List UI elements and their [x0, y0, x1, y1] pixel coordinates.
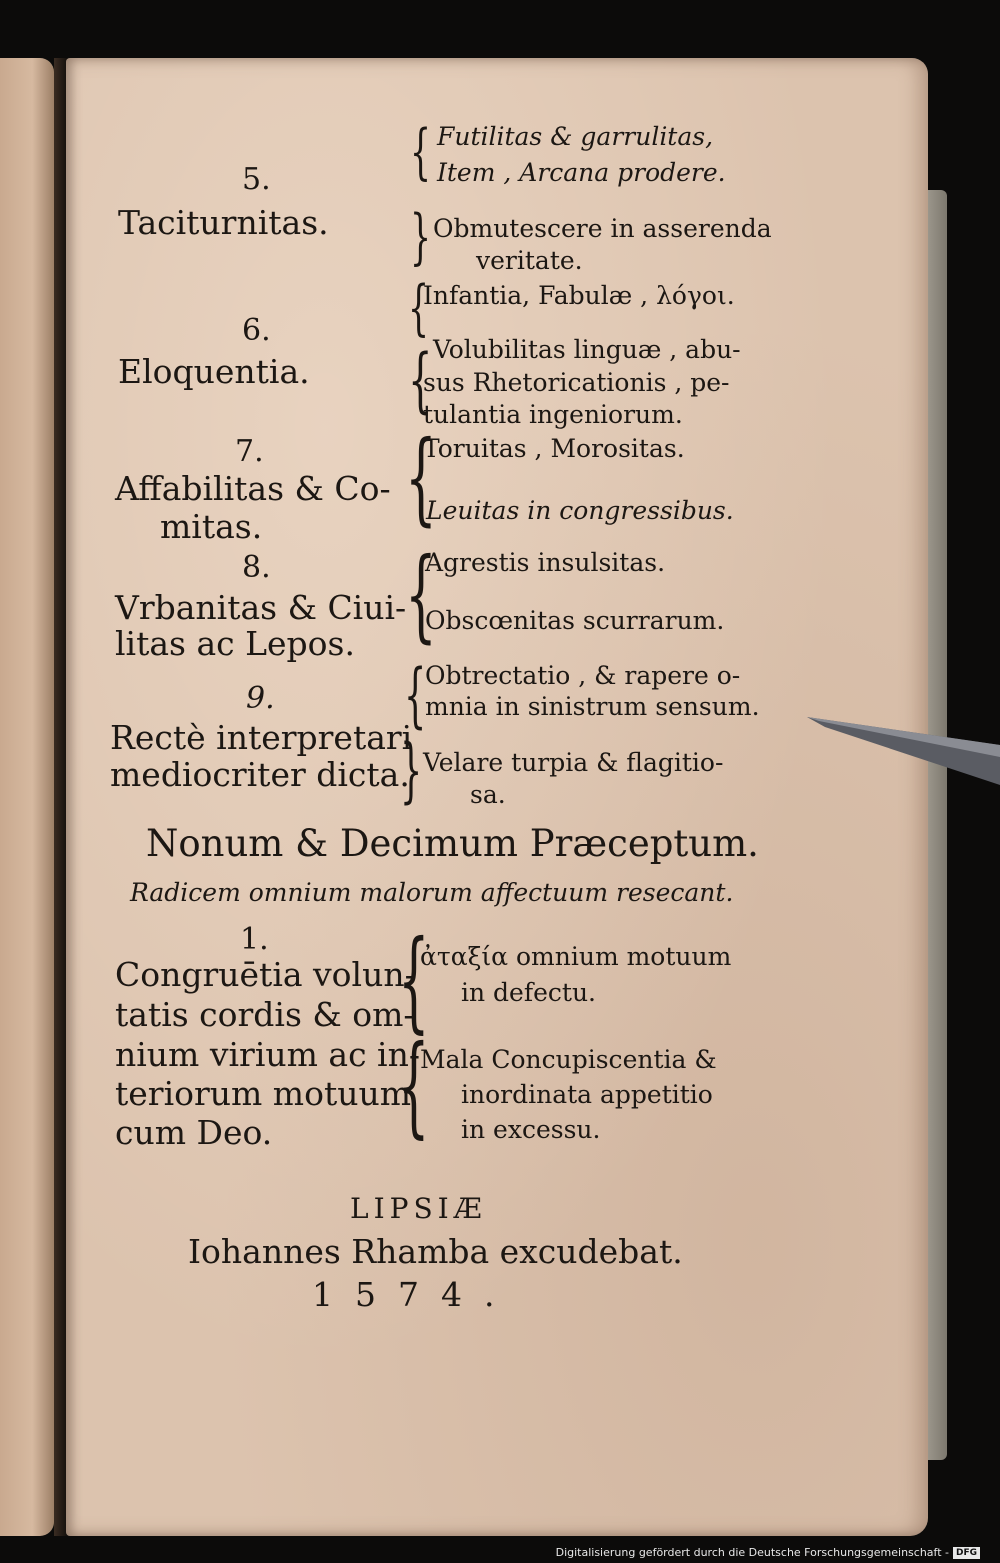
- imprint-place: LIPSIÆ: [350, 1192, 487, 1225]
- footer-text: Digitalisierung gefördert durch die Deutsche Forschungsgemeinschaft -: [555, 1546, 949, 1559]
- vice-line: veritate.: [476, 246, 583, 275]
- vice-line: sus Rhetoricationis , pe-: [423, 368, 730, 397]
- brace-symbol: {: [408, 339, 433, 421]
- precept-subtitle: Radicem omnium malorum affectuum resecant.: [130, 878, 734, 907]
- vice-line: Obtrectatio , & rapere o-: [425, 661, 741, 690]
- precept-title: Nonum & Decimum Præceptum.: [146, 822, 759, 865]
- brace-symbol: {: [398, 1021, 430, 1149]
- brace-symbol: {: [408, 273, 430, 343]
- virtue-line: nium virium ac in-: [115, 1035, 421, 1074]
- vice-line: ἀταξία omnium motuum: [420, 942, 732, 971]
- section-number: 9.: [246, 681, 275, 716]
- vice-line: Velare turpia & flagitio-: [423, 748, 724, 777]
- section-number: 1.: [240, 922, 269, 957]
- section-number: 8.: [242, 550, 271, 585]
- vice-line: Obmutescere in asserenda: [433, 214, 772, 243]
- vice-line: mnia in sinistrum sensum.: [425, 692, 760, 721]
- vice-line: Agrestis insulsitas.: [425, 548, 666, 577]
- brace-symbol: {: [410, 117, 432, 187]
- virtue-line: Congruētia volun-: [115, 955, 416, 994]
- vice-line: in excessu.: [461, 1115, 601, 1144]
- virtue-line: litas ac Lepos.: [115, 624, 355, 663]
- brace-symbol: {: [405, 536, 437, 653]
- section-number: 5.: [242, 162, 271, 197]
- facing-page-edge: [0, 58, 54, 1536]
- vice-line: Volubilitas linguæ , abu-: [433, 335, 741, 364]
- virtue-line: tatis cordis & om-: [115, 995, 415, 1034]
- virtue-line: Affabilitas & Co-: [115, 469, 391, 508]
- virtue-line: Taciturnitas.: [118, 203, 329, 242]
- vice-line: Leuitas in congressibus.: [426, 496, 734, 525]
- vice-line: Futilitas & garrulitas,: [437, 122, 714, 151]
- section-number: 7.: [235, 434, 264, 469]
- imprint-printer: Iohannes Rhamba excudebat.: [188, 1232, 683, 1271]
- digitization-footer: [556, 1546, 980, 1559]
- vice-line: Infantia, Fabulæ , λόγοι.: [423, 281, 735, 310]
- virtue-line: cum Deo.: [115, 1113, 273, 1152]
- virtue-line: teriorum motuum: [115, 1074, 412, 1113]
- virtue-line: Eloquentia.: [118, 352, 310, 391]
- brace-symbol: }: [400, 729, 423, 811]
- vice-line: Toruitas , Morositas.: [423, 434, 685, 463]
- vice-line: in defectu.: [461, 978, 596, 1007]
- vice-line: sa.: [470, 780, 506, 809]
- vice-line: tulantia ingeniorum.: [423, 400, 683, 429]
- book-edge-strip: [925, 190, 947, 1460]
- brace-symbol: {: [404, 654, 427, 736]
- brace-symbol: }: [410, 202, 432, 272]
- dfg-logo: DFG: [953, 1547, 980, 1559]
- brace-symbol: {: [398, 916, 430, 1044]
- virtue-line: Vrbanitas & Ciui-: [115, 588, 407, 627]
- section-number: 6.: [242, 313, 271, 348]
- pointer-stick: [805, 705, 1000, 795]
- virtue-line: Rectè interpretari: [110, 718, 413, 757]
- brace-symbol: {: [405, 419, 437, 536]
- vice-line: Obscœnitas scurrarum.: [425, 606, 725, 635]
- vice-line: inordinata appetitio: [461, 1080, 713, 1109]
- virtue-line: mitas.: [160, 507, 263, 546]
- virtue-line: mediocriter dicta.: [110, 755, 410, 794]
- vice-line: Mala Concupiscentia &: [420, 1045, 717, 1074]
- vice-line: Item , Arcana prodere.: [437, 158, 726, 187]
- imprint-year: 1574.: [312, 1275, 517, 1314]
